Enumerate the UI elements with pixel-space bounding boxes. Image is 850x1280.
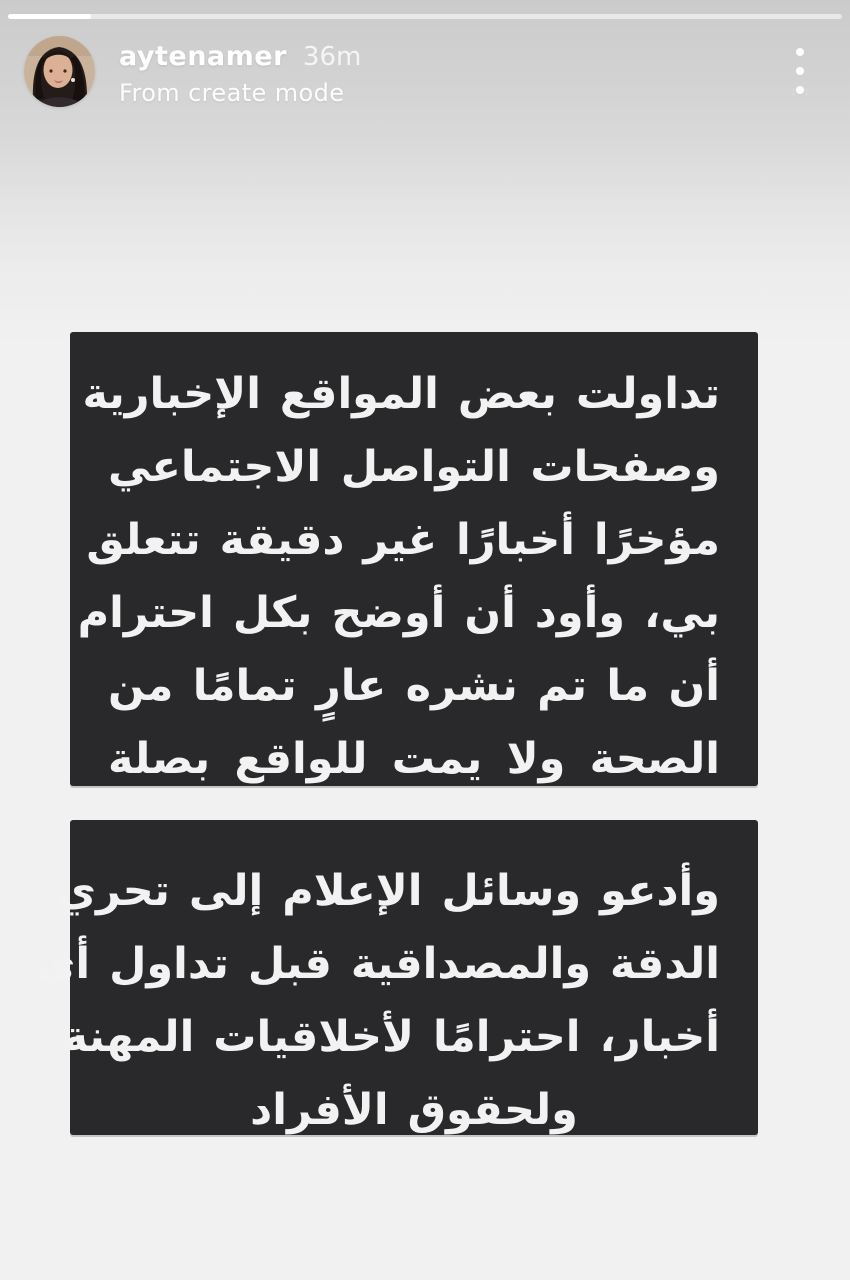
ellipsis-dot <box>796 86 804 94</box>
statement-line: وصفحات التواصل الاجتماعي <box>108 442 720 492</box>
statement-line: أخبار، احترامًا لأخلاقيات المهنة <box>62 1012 720 1062</box>
statement-line: تداولت بعض المواقع الإخبارية <box>82 369 720 419</box>
more-options-button[interactable] <box>788 48 812 94</box>
statement-line: الصحة ولا يمت للواقع بصلة <box>108 734 720 784</box>
avatar-image <box>24 36 95 107</box>
avatar[interactable] <box>24 36 95 107</box>
statement-line: أن ما تم نشره عارٍ تمامًا من <box>108 661 720 711</box>
statement-line: ولحقوق الأفراد <box>250 1085 578 1135</box>
timestamp: 36m <box>302 42 362 72</box>
story-header <box>24 36 826 107</box>
statement-card-1 <box>70 332 758 786</box>
statement-line: الدقة والمصداقية قبل تداول أي <box>35 939 720 989</box>
story-progress-fill <box>8 14 91 19</box>
statement-line: مؤخرًا أخبارًا غير دقيقة تتعلق <box>86 515 720 565</box>
ellipsis-dot <box>796 67 804 75</box>
statement-card-2 <box>35 820 758 1135</box>
username[interactable]: aytenamer <box>119 41 287 72</box>
statement-line: وأدعو وسائل الإعلام إلى تحري <box>56 866 720 916</box>
statement-line: بي، وأود أن أوضح بكل احترام <box>77 588 720 638</box>
ellipsis-dot <box>796 48 804 56</box>
header-text <box>119 36 361 107</box>
story-progress-bar[interactable] <box>8 14 842 19</box>
story-source-label: From create mode <box>119 79 345 107</box>
